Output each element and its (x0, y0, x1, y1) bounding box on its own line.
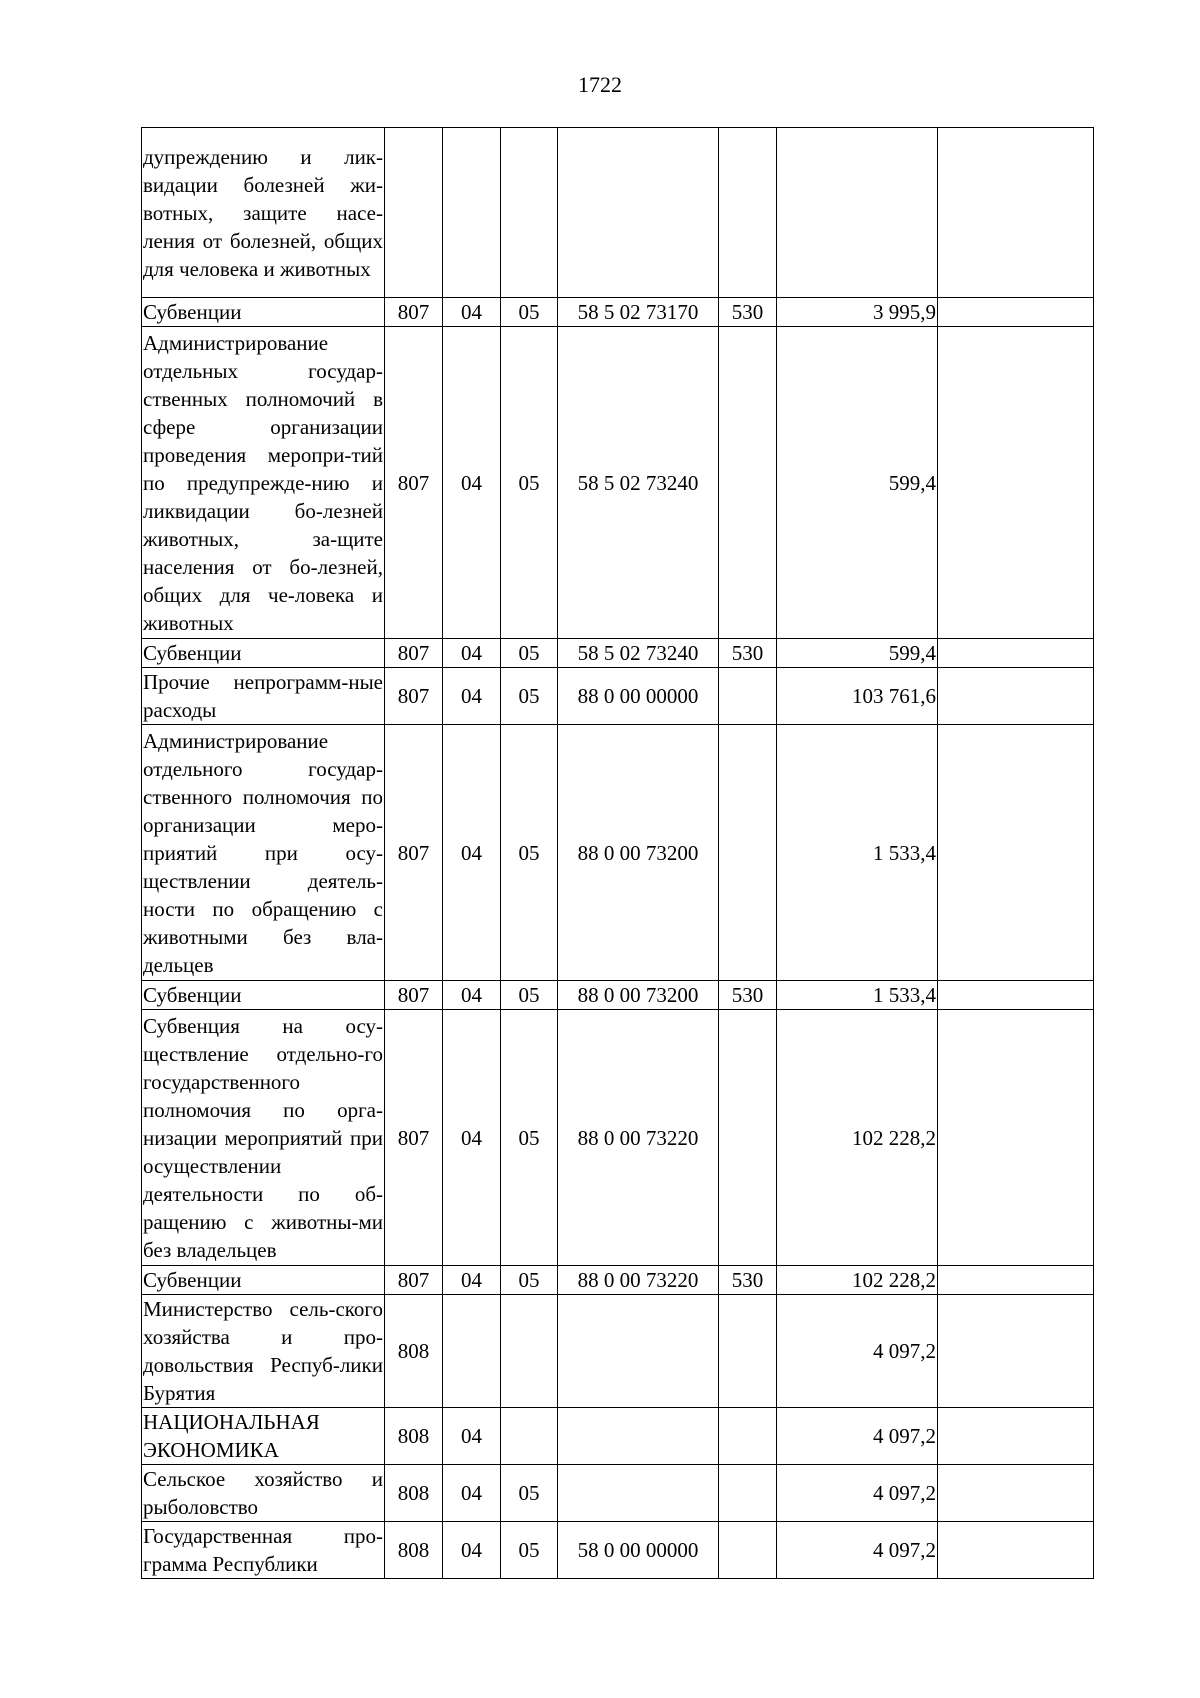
target-article: 88 0 00 73220 (558, 1266, 719, 1295)
table-row (142, 128, 1094, 298)
table-row (142, 1465, 1094, 1522)
section-code: 04 (443, 1010, 501, 1266)
extra-cell (938, 298, 1094, 327)
subsection-code: 05 (501, 725, 558, 981)
ministry-code: 807 (385, 1010, 443, 1266)
ministry-code: 807 (385, 327, 443, 639)
target-article: 88 0 00 73200 (558, 981, 719, 1010)
section-code (443, 128, 501, 298)
extra-cell (938, 981, 1094, 1010)
subsection-code: 05 (501, 981, 558, 1010)
amount: 3 995,9 (777, 298, 938, 327)
target-article: 88 0 00 73220 (558, 1010, 719, 1266)
extra-cell (938, 327, 1094, 639)
target-article: 88 0 00 73200 (558, 725, 719, 981)
target-article (558, 1295, 719, 1408)
row-name: Администрирование отдельного государ-ственного полномочия по организации меро-приятий при осу-ществлении деятель-ности по обращению с животными без вла-дельцев (142, 725, 385, 981)
extra-cell (938, 1295, 1094, 1408)
expense-type (719, 1408, 777, 1465)
target-article (558, 1465, 719, 1522)
ministry-code (385, 128, 443, 298)
ministry-code: 808 (385, 1522, 443, 1579)
extra-cell (938, 725, 1094, 981)
extra-cell (938, 668, 1094, 725)
budget-table (141, 127, 1094, 1579)
extra-cell (938, 128, 1094, 298)
amount: 4 097,2 (777, 1465, 938, 1522)
row-name: дупреждению и лик-видации болезней жи-вотных, защите насе-ления от болезней, общих для человека и животных (142, 128, 385, 298)
section-code: 04 (443, 639, 501, 668)
ministry-code: 807 (385, 725, 443, 981)
row-name: Государственная про-грамма Республики (142, 1522, 385, 1579)
ministry-code: 808 (385, 1295, 443, 1408)
target-article: 88 0 00 00000 (558, 668, 719, 725)
table-row (142, 1266, 1094, 1295)
expense-type (719, 725, 777, 981)
section-code: 04 (443, 981, 501, 1010)
expense-type (719, 1010, 777, 1266)
target-article: 58 5 02 73170 (558, 298, 719, 327)
expense-type (719, 128, 777, 298)
extra-cell (938, 1465, 1094, 1522)
table-row (142, 1408, 1094, 1465)
subsection-code: 05 (501, 1522, 558, 1579)
expense-type (719, 327, 777, 639)
amount (777, 128, 938, 298)
expense-type: 530 (719, 298, 777, 327)
table-row (142, 668, 1094, 725)
row-name: Субвенции (142, 298, 385, 327)
subsection-code: 05 (501, 1465, 558, 1522)
ministry-code: 807 (385, 639, 443, 668)
table-row (142, 1010, 1094, 1266)
subsection-code (501, 128, 558, 298)
expense-type: 530 (719, 1266, 777, 1295)
section-code: 04 (443, 1408, 501, 1465)
extra-cell (938, 1010, 1094, 1266)
target-article (558, 1408, 719, 1465)
section-code: 04 (443, 298, 501, 327)
section-code: 04 (443, 327, 501, 639)
expense-type (719, 1522, 777, 1579)
extra-cell (938, 1522, 1094, 1579)
row-name: Прочие непрограмм-ные расходы (142, 668, 385, 725)
subsection-code: 05 (501, 1010, 558, 1266)
table-row (142, 1295, 1094, 1408)
section-code: 04 (443, 1522, 501, 1579)
ministry-code: 807 (385, 668, 443, 725)
section-code: 04 (443, 668, 501, 725)
table-row (142, 639, 1094, 668)
row-name: Субвенции (142, 1266, 385, 1295)
section-code: 04 (443, 725, 501, 981)
row-name: Субвенции (142, 639, 385, 668)
table-row (142, 1522, 1094, 1579)
target-article: 58 5 02 73240 (558, 639, 719, 668)
expense-type (719, 668, 777, 725)
row-name: Министерство сель-ского хозяйства и про-довольствия Респуб-лики Бурятия (142, 1295, 385, 1408)
expense-type (719, 1465, 777, 1522)
amount: 599,4 (777, 639, 938, 668)
expense-type (719, 1295, 777, 1408)
subsection-code: 05 (501, 639, 558, 668)
table-body (142, 128, 1094, 1579)
extra-cell (938, 639, 1094, 668)
amount: 4 097,2 (777, 1295, 938, 1408)
row-name: Администрирование отдельных государ-ственных полномочий в сфере организации проведения меропри-тий по предупрежде-нию и ликвидации бо-лезней животных, за-щите населения от бо-лезней, общих для че-ловека и животных (142, 327, 385, 639)
amount: 102 228,2 (777, 1266, 938, 1295)
row-name: Сельское хозяйство и рыболовство (142, 1465, 385, 1522)
ministry-code: 807 (385, 298, 443, 327)
target-article (558, 128, 719, 298)
row-name: Субвенция на осу-ществление отдельно-го государственного полномочия по орга-низации мероприятий при осуществлении деятельности по об-ращению с животны-ми без владельцев (142, 1010, 385, 1266)
subsection-code (501, 1408, 558, 1465)
ministry-code: 807 (385, 981, 443, 1010)
ministry-code: 808 (385, 1408, 443, 1465)
amount: 102 228,2 (777, 1010, 938, 1266)
table-row (142, 327, 1094, 639)
expense-type: 530 (719, 981, 777, 1010)
section-code (443, 1295, 501, 1408)
target-article: 58 5 02 73240 (558, 327, 719, 639)
extra-cell (938, 1266, 1094, 1295)
target-article: 58 0 00 00000 (558, 1522, 719, 1579)
amount: 103 761,6 (777, 668, 938, 725)
amount: 1 533,4 (777, 981, 938, 1010)
subsection-code: 05 (501, 327, 558, 639)
amount: 1 533,4 (777, 725, 938, 981)
page-number: 1722 (578, 72, 622, 97)
subsection-code: 05 (501, 298, 558, 327)
amount: 4 097,2 (777, 1408, 938, 1465)
table-row (142, 981, 1094, 1010)
table-row (142, 298, 1094, 327)
expense-type: 530 (719, 639, 777, 668)
ministry-code: 807 (385, 1266, 443, 1295)
subsection-code: 05 (501, 668, 558, 725)
row-name: Субвенции (142, 981, 385, 1010)
amount: 4 097,2 (777, 1522, 938, 1579)
subsection-code (501, 1295, 558, 1408)
section-code: 04 (443, 1465, 501, 1522)
ministry-code: 808 (385, 1465, 443, 1522)
amount: 599,4 (777, 327, 938, 639)
extra-cell (938, 1408, 1094, 1465)
section-code: 04 (443, 1266, 501, 1295)
row-name: НАЦИОНАЛЬНАЯ ЭКОНОМИКА (142, 1408, 385, 1465)
table-row (142, 725, 1094, 981)
subsection-code: 05 (501, 1266, 558, 1295)
